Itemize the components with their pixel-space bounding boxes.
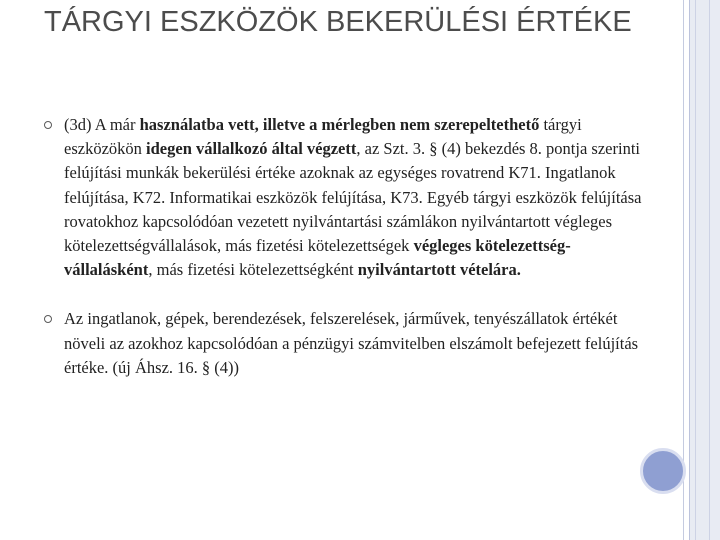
bullet-text [64, 309, 638, 376]
bullet-item [44, 307, 644, 380]
decorative-rule [695, 0, 696, 540]
bold-text-run: használatba vett, illetve a mérlegben nem szerepeltethető [139, 115, 540, 134]
bullet-circle-icon [44, 315, 52, 323]
decorative-rule [709, 0, 710, 540]
bullet-item [44, 113, 644, 282]
slide-title: TÁRGYI ESZKÖZÖK BEKERÜLÉSI ÉRTÉKE [44, 6, 632, 38]
text-run: , az Szt. 3. § (4) bekezdés 8. pontja szerinti felújítási munkák bekerülési értéke azoknak az egységes rovatrend K71. Ingatlanok felújítása, K72. Informatikai eszközök felújítása, K73. Egyéb tárgyi eszközök felújítása rovatokhoz kapcsolódóan vezetett nyilvántartási számlákon nyilvántartott végleges kötelezettségvállalások, más fizetési kötelezettségek [64, 139, 642, 256]
bullet-text [64, 115, 641, 279]
slide-body [44, 113, 644, 380]
text-run: Az ingatlanok, gépek, berendezések, felszerelések, járművek, tenyészállatok értékét növeli az azokhoz kapcsolódóan a pénzügyi számvitelben elszámolt befejezett felújítás értéke. (új Áhsz. 16. § (4)) [64, 309, 639, 377]
decorative-circle-icon [640, 448, 686, 494]
bold-text-run: nyilvántartott vételára. [357, 260, 521, 280]
bullet-circle-icon [44, 121, 52, 129]
text-run: tárgyi eszközökön [64, 115, 582, 159]
decorative-rule [689, 0, 690, 540]
right-decorative-band [689, 0, 720, 540]
text-run: , más fizetési kötelezettségként [148, 260, 358, 280]
bold-text-run: végleges kötelezettség-vállalásként [64, 236, 571, 280]
text-run: (3d) A már [64, 115, 140, 134]
bold-text-run: idegen vállalkozó által végzett [146, 139, 357, 159]
